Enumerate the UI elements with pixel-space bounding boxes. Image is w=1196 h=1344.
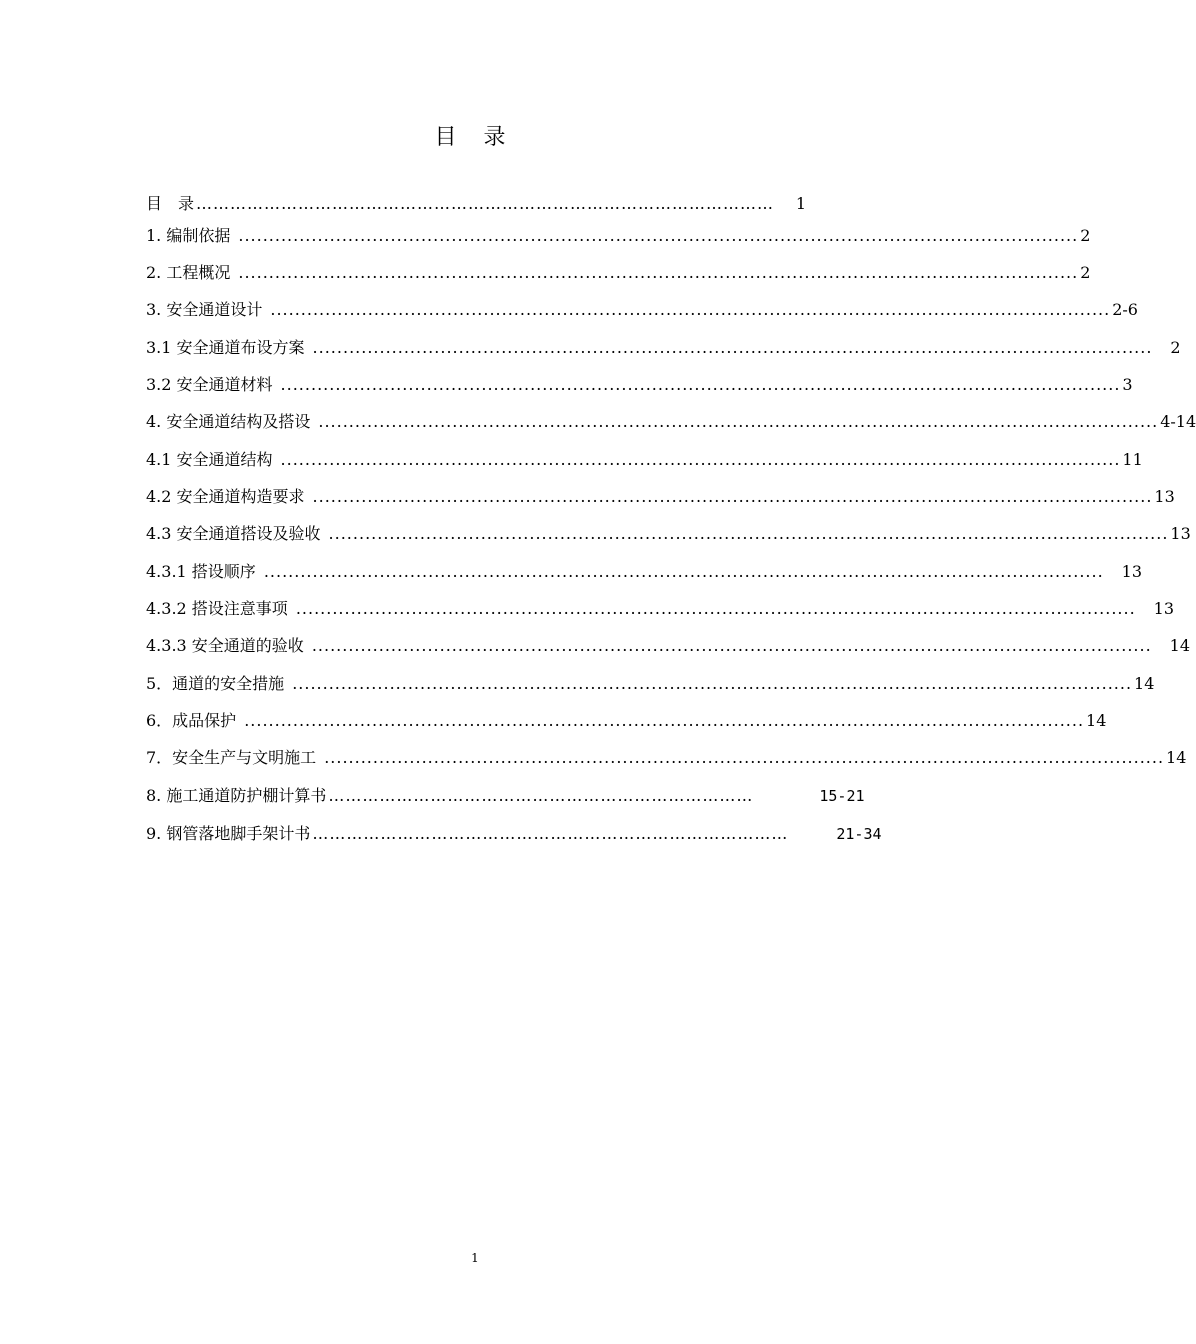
toc-leader: ………………………………………………………………………… [312,824,789,843]
toc-entry[interactable] [146,671,1155,694]
toc-page-number: 2 [1170,338,1181,357]
toc-leader: .......................................................................................................................................... [238,226,1079,245]
toc-label: 7．安全生产与文明施工 [146,748,317,767]
toc-label: 3. 安全通道设计 [146,300,263,319]
toc-page-number: 14 [1166,748,1187,767]
toc-page-number: 11 [1122,450,1143,469]
toc-leader: .......................................................................................................................................... [318,412,1159,431]
toc-page-number: 2 [1080,226,1091,245]
toc-leader: .......................................................................................................................................... [280,375,1121,394]
toc-page-number: 2-6 [1112,300,1138,319]
toc-entry[interactable] [146,260,1091,283]
toc-leader: .......................................................................................................................................... [295,599,1136,618]
toc-entry[interactable] [146,335,1181,358]
toc-label: 4.3.1 搭设顺序 [146,562,256,581]
toc-label: 4.3.3 安全通道的验收 [146,636,304,655]
toc-page-number: 3 [1122,375,1133,394]
toc-label: 目 录 [146,194,195,213]
page-title: 目 录 [434,125,516,150]
toc-label: 4.3 安全通道搭设及验收 [146,524,321,543]
toc-leader: .......................................................................................................................................... [312,338,1153,357]
toc-page-number: 13 [1154,487,1175,506]
toc-page-number: 2 [1080,263,1091,282]
toc-label: 5．通道的安全措施 [146,674,285,693]
page-footer-number: 1 [471,1251,479,1265]
toc-entry[interactable] [146,223,1091,246]
toc-page-number: 1 [795,194,806,213]
toc-entry[interactable] [146,447,1143,470]
toc-page-number: 13 [1153,599,1175,618]
toc-page-number: 14 [1169,636,1191,655]
toc-entry[interactable] [146,559,1143,582]
toc-label: 9. 钢管落地脚手架计书 [146,824,311,843]
toc-leader: .......................................................................................................................................... [280,450,1121,469]
toc-label: 8. 施工通道防护棚计算书 [146,786,327,805]
toc-entry[interactable] [146,484,1175,507]
toc-leader: .......................................................................................................................................... [328,524,1169,543]
toc-label: 4. 安全通道结构及搭设 [146,412,311,431]
toc-entry-contents[interactable] [146,191,806,214]
toc-label: 4.1 安全通道结构 [146,450,273,469]
toc-leader: .......................................................................................................................................... [238,263,1079,282]
toc-entry[interactable] [146,783,865,806]
toc-label: 4.2 安全通道构造要求 [146,487,305,506]
toc-label: 1. 编制依据 [146,226,231,245]
toc-label: 3.2 安全通道材料 [146,375,273,394]
toc-page-number: 14 [1134,674,1155,693]
toc-entry[interactable] [146,745,1187,768]
toc-leader: .......................................................................................................................................... [292,674,1133,693]
toc-leader: .......................................................................................................................................... [311,636,1152,655]
toc-page-number: 14 [1086,711,1107,730]
toc-label: 6．成品保护 [146,711,237,730]
toc-entry[interactable] [146,521,1191,544]
toc-leader: .......................................................................................................................................... [324,748,1165,767]
toc-page-number: 21-34 [836,825,882,843]
toc-leader: .......................................................................................................................................... [312,487,1153,506]
toc-entry[interactable] [146,821,882,844]
toc-leader: ………………………………………………………………………………………… [196,194,775,213]
toc-page-number: 15-21 [819,787,865,805]
toc-entry[interactable] [146,708,1107,731]
toc-label: 3.1 安全通道布设方案 [146,338,305,357]
toc-label: 2. 工程概况 [146,263,231,282]
toc-leader: .......................................................................................................................................... [244,711,1085,730]
toc-page-number: 13 [1170,524,1191,543]
toc-page-number: 13 [1121,562,1143,581]
toc-entry[interactable] [146,633,1191,656]
toc-label: 4.3.2 搭设注意事项 [146,599,288,618]
toc-page-number: 4-14 [1160,412,1196,431]
toc-leader: .......................................................................................................................................... [270,300,1111,319]
toc-leader: ………………………………………………………………… [328,786,754,805]
toc-entry[interactable] [146,596,1175,619]
toc-leader: .......................................................................................................................................... [263,562,1104,581]
toc-entry[interactable] [146,297,1138,320]
toc-entry[interactable] [146,372,1133,395]
toc-entry[interactable] [146,409,1196,432]
